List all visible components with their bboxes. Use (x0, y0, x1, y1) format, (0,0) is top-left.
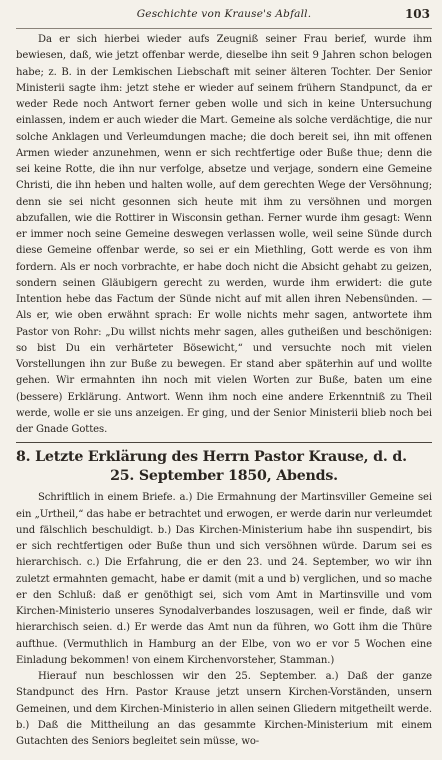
paragraph: Hierauf nun beschlossen wir den 25. September. a.) Daß der ganze Standpunct des Hrn. Pastor Krause jetzt unsern Kirchen-Vorständen, unsern Gemeinen, und dem Kirchen-Ministerio in allen seinen Gliedern mitgetheilt werde. b.) Daß die Mittheilung an das gesammte Kirchen-Ministerium mit einem Gutachten des Seniors begleitet sein müsse, wo- (16, 671, 432, 747)
running-title: Geschichte von Krause's Abfall. (136, 8, 312, 20)
page-number: 103 (404, 7, 430, 21)
running-header (16, 6, 432, 29)
paragraph: Da er sich hierbei wieder aufs Zeugniß seiner Frau berief, wurde ihm bewiesen, daß, wie jetzt offenbar werde, dieselbe ihn seit 9 Jahren schon belogen habe; z. B. in der Lemkischen Liebschaft mit seiner älteren Tochter. Der Senior Ministerii sagte ihm: jetzt stehe er wieder auf seinem frühern Standpunct, da er weder Rede noch Antwort ferner geben wolle und sich in keine Untersuchung einlassen, indem er auch wieder die Mart. Gemeine als solche verdächtige, die nur solche Anklagen und Verleumdungen mache; die doch bereit sei, ihn mit offenen Armen wieder anzunehmen, wenn er sich rechtfertige oder Buße thue; denn die sei keine Rotte, die ihn nur verfolge, absetze und verjage, sondern eine Gemeine Christi, die ihn heben und halten wolle, auf dem gerechten Wege der Versöhnung; denn sie sei nicht gesonnen sich heute mit ihm zu versöhnen und morgen abzufallen, wie die Rottirer in Wisconsin gethan. Ferner wurde ihm gesagt: Wenn er immer noch seine Gemeine deswegen verlassen wolle, weil seine Sünde durch diese Gemeine offenbar werde, so sei er ein Miethling, Gott werde es von ihm fordern. Als er noch vorbrachte, er habe doch nicht die Absicht gehabt zu geizen, sondern seinen Gläubigern gerecht zu werden, wurde ihm erwidert: die gute Intention hebe das Factum der Sünde nicht auf mit allen ihren Nebensünden. — Als er, wie oben erwähnt sprach: Er wolle nichts mehr sagen, antwortete ihm Pastor von Rohr: „Du willst nichts mehr sagen, alles gutheißen und beschönigen: so bist Du ein verhärteter Bösewicht,“ und versuchte noch mit vielen Vorstellungen ihn zur Buße zu bewegen. Er stand aber späterhin auf und wollte gehen. Wir ermahnten ihn noch mit vielen Worten zur Buße, baten um eine (bessere) Erklärung. Antwort. Wenn ihm noch eine andere Erkenntniß zu Theil werde, wolle er sie uns anzeigen. Er ging, und der Senior Ministerii blieb noch bei der Gnade Gottes. (16, 34, 432, 435)
section-heading-line-1: 8. Letzte Erklärung des Herrn Pastor Krause, d. d. (16, 449, 407, 466)
section-divider (16, 442, 432, 443)
section-heading-line-2: 25. September 1850, Abends. (110, 468, 338, 485)
section-heading (16, 448, 432, 486)
body-text-bottom (16, 490, 432, 750)
body-text-top (16, 32, 432, 438)
paragraph: Schriftlich in einem Briefe. a.) Die Ermahnung der Martinsviller Gemeine sei ein „Urtheil,“ das habe er betrachtet und erwogen, er werde darin nur verleumdet und fälschlich beschuldigt. b.) Das Kirchen-Ministerium habe ihn suspendirt, bis er sich rechtfertigen oder Buße thun und sich versöhnen würde. Darum sei es hierarchisch. c.) Die Erfahrung, die er den 23. und 24. September, wo wir ihn zuletzt ermahnten gemacht, habe er damit (mit a und b) verglichen, und so mache er den Schluß: daß er genöthigt sei, sich vom Amt in Martinsville und vom Kirchen-Ministerio unseres Synodalverbandes loszusagen, weil er finde, daß wir hierarchisch seien. d.) Er werde das Amt nun da führen, wo Gott ihm die Thüre aufthue. (Vermuthlich in Hamburg an der Elbe, von wo er vor 5 Wochen eine Einladung bekommen! von einem Kirchenvorsteher, Stamman.) (16, 492, 432, 666)
